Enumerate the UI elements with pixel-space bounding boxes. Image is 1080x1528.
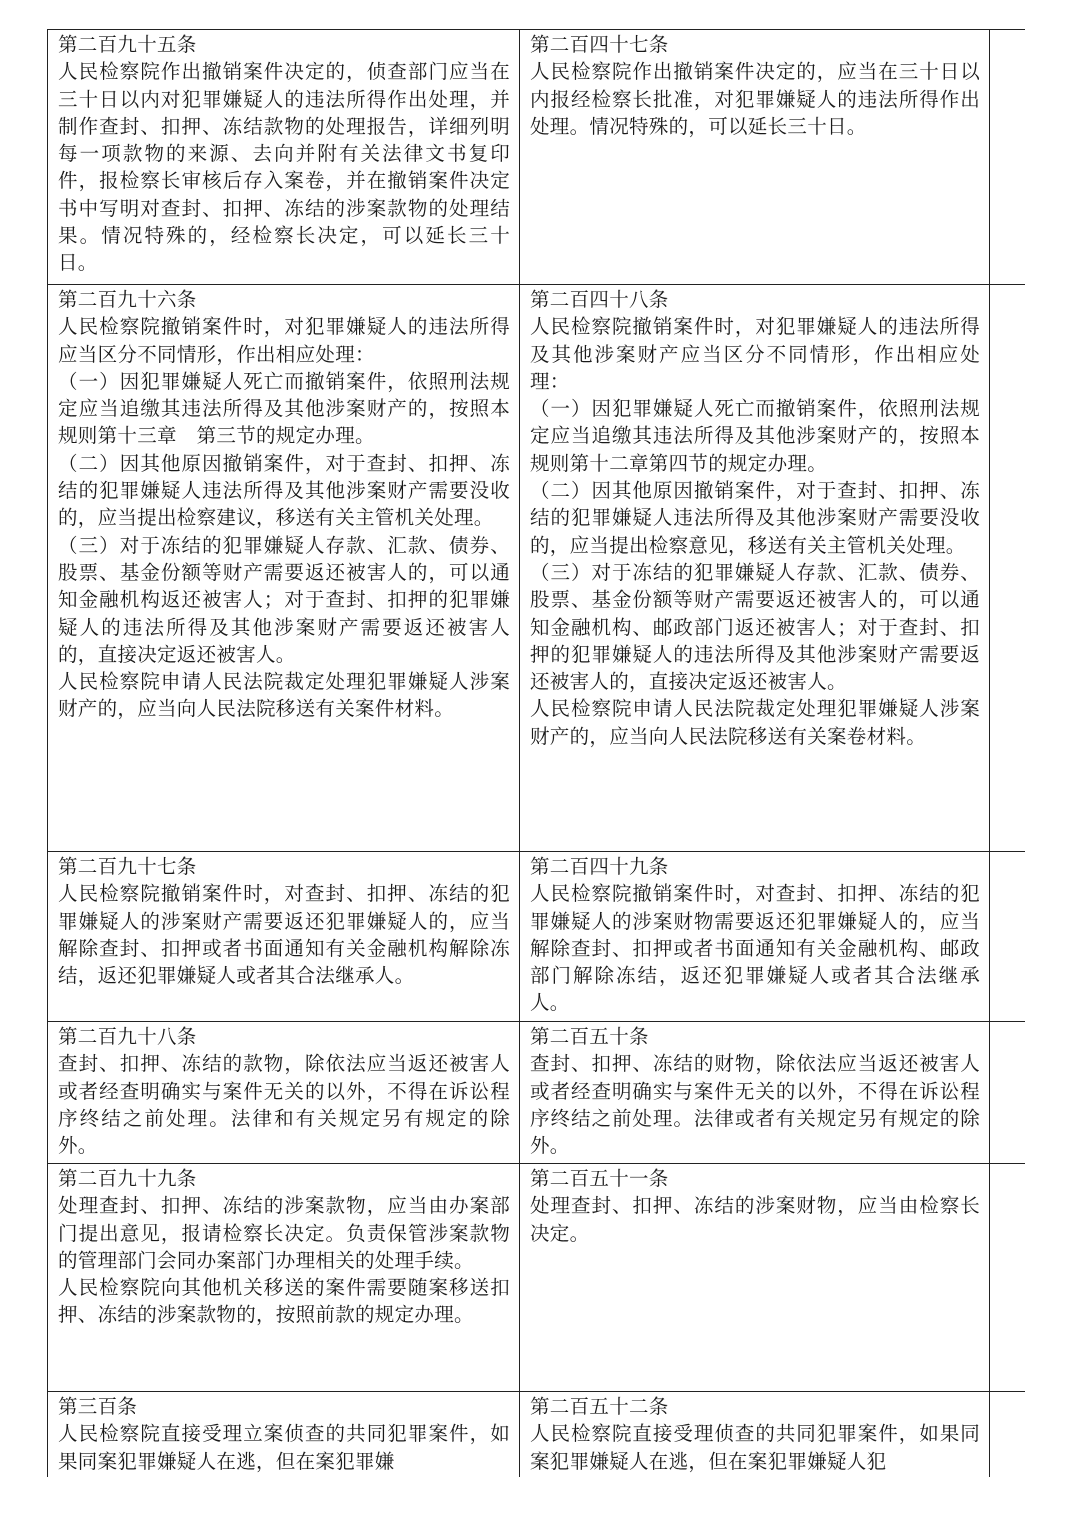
table-row	[48, 1392, 1026, 1478]
table-row	[48, 1022, 1026, 1164]
article-paragraph: （一）因犯罪嫌疑人死亡而撤销案件，依照刑法规定应当追缴其违法所得及其他涉案财产的，按照本规则第十三章 第三节的规定办理。	[58, 369, 510, 448]
article-paragraph: 查封、扣押、冻结的款物，除依法应当返还被害人或者经查明确实与案件无关的以外，不得在诉讼程序终结之前处理。法律和有关规定另有规定的除外。	[58, 1052, 510, 1158]
article-title: 第二百五十条	[530, 1025, 649, 1048]
article-paragraph: 人民检察院撤销案件时，对查封、扣押、冻结的犯罪嫌疑人的涉案财产需要返还犯罪嫌疑人的，应当解除查封、扣押或者书面通知有关金融机构解除冻结，返还犯罪嫌疑人或者其合法继承人。	[58, 882, 510, 988]
table-row	[48, 285, 1026, 852]
article-paragraph: （三）对于冻结的犯罪嫌疑人存款、汇款、债券、股票、基金份额等财产需要返还被害人的，可以通知金融机构返还被害人；对于查封、扣押的犯罪嫌疑人的违法所得及其他涉案财产需要返还被害人的，直接决定返还被害人。	[58, 533, 510, 666]
article-title: 第二百九十九条	[58, 1167, 197, 1190]
article-paragraph: 人民检察院申请人民法院裁定处理犯罪嫌疑人涉案财产的，应当向人民法院移送有关案卷材料。	[530, 697, 980, 748]
old-article-cell	[48, 1164, 520, 1392]
article-title: 第二百九十五条	[58, 33, 197, 56]
article-paragraph: 人民检察院向其他机关移送的案件需要随案移送扣押、冻结的涉案款物的，按照前款的规定办理。	[58, 1276, 510, 1327]
article-title: 第二百五十一条	[530, 1167, 669, 1190]
article-paragraph: （二）因其他原因撤销案件，对于查封、扣押、冻结的犯罪嫌疑人违法所得及其他涉案财产需要没收的，应当提出检察意见，移送有关主管机关处理。	[530, 479, 980, 557]
old-article-cell	[48, 30, 520, 285]
note-cell	[990, 852, 1026, 1022]
article-paragraph: 人民检察院直接受理立案侦查的共同犯罪案件，如果同案犯罪嫌疑人在逃，但在案犯罪嫌	[58, 1422, 510, 1473]
article-paragraph: 人民检察院作出撤销案件决定的，应当在三十日以内报经检察长批准，对犯罪嫌疑人的违法所得作出处理。情况特殊的，可以延长三十日。	[530, 60, 980, 138]
article-title: 第二百五十二条	[530, 1395, 669, 1418]
note-cell	[990, 1022, 1026, 1164]
old-article-cell	[48, 1022, 520, 1164]
table-row	[48, 1164, 1026, 1392]
article-title: 第二百九十七条	[58, 855, 197, 878]
article-title: 第二百九十六条	[58, 288, 197, 311]
article-title: 第三百条	[58, 1395, 138, 1418]
article-paragraph: 人民检察院撤销案件时，对犯罪嫌疑人的违法所得及其他涉案财产应当区分不同情形，作出相应处理：	[530, 315, 980, 393]
article-paragraph: （三）对于冻结的犯罪嫌疑人存款、汇款、债券、股票、基金份额等财产需要返还被害人的，可以通知金融机构、邮政部门返还被害人；对于查封、扣押的犯罪嫌疑人的违法所得及其他涉案财产需要返还被害人的，直接决定返还被害人。	[530, 560, 980, 694]
article-paragraph: 人民检察院直接受理侦查的共同犯罪案件，如果同案犯罪嫌疑人在逃，但在案犯罪嫌疑人犯	[530, 1422, 980, 1473]
article-paragraph: 人民检察院申请人民法院裁定处理犯罪嫌疑人涉案财产的，应当向人民法院移送有关案件材料。	[58, 670, 510, 721]
article-title: 第二百四十七条	[530, 33, 669, 56]
article-title: 第二百九十八条	[58, 1025, 197, 1048]
article-paragraph: 查封、扣押、冻结的财物，除依法应当返还被害人或者经查明确实与案件无关的以外，不得在诉讼程序终结之前处理。法律或者有关规定另有规定的除外。	[530, 1052, 980, 1158]
new-article-cell	[520, 1022, 990, 1164]
article-paragraph: 人民检察院撤销案件时，对犯罪嫌疑人的违法所得应当区分不同情形，作出相应处理：	[58, 315, 510, 366]
old-article-cell	[48, 1392, 520, 1478]
article-paragraph: （二）因其他原因撤销案件，对于查封、扣押、冻结的犯罪嫌疑人违法所得及其他涉案财产需要没收的，应当提出检察建议，移送有关主管机关处理。	[58, 451, 510, 530]
new-article-cell	[520, 852, 990, 1022]
note-cell	[990, 285, 1026, 852]
article-paragraph: 处理查封、扣押、冻结的涉案款物，应当由办案部门提出意见，报请检察长决定。负责保管涉案款物的管理部门会同办案部门办理相关的处理手续。	[58, 1194, 510, 1272]
old-article-cell	[48, 852, 520, 1022]
article-paragraph: 人民检察院撤销案件时，对查封、扣押、冻结的犯罪嫌疑人的涉案财物需要返还犯罪嫌疑人的，应当解除查封、扣押或者书面通知有关金融机构、邮政部门解除冻结，返还犯罪嫌疑人或者其合法继承人。	[530, 882, 980, 1015]
note-cell	[990, 1392, 1026, 1478]
note-cell	[990, 1164, 1026, 1392]
old-article-cell	[48, 285, 520, 852]
article-paragraph: 人民检察院作出撤销案件决定的，侦查部门应当在三十日以内对犯罪嫌疑人的违法所得作出处理，并制作查封、扣押、冻结款物的处理报告，详细列明每一项款物的来源、去向并附有关法律文书复印件，报检察长审核后存入案卷，并在撤销案件决定书中写明对查封、扣押、冻结的涉案款物的处理结果。情况特殊的，经检察长决定，可以延长三十日。	[58, 60, 510, 275]
article-paragraph: （一）因犯罪嫌疑人死亡而撤销案件，依照刑法规定应当追缴其违法所得及其他涉案财产的，按照本规则第十二章第四节的规定办理。	[530, 397, 980, 475]
new-article-cell	[520, 285, 990, 852]
article-paragraph: 处理查封、扣押、冻结的涉案财物，应当由检察长决定。	[530, 1194, 980, 1245]
new-article-cell	[520, 1392, 990, 1478]
new-article-cell	[520, 1164, 990, 1392]
table-row	[48, 30, 1026, 285]
article-comparison-table	[47, 29, 1025, 1477]
comparison-page	[47, 29, 1025, 1477]
note-cell	[990, 30, 1026, 285]
article-title: 第二百四十九条	[530, 855, 669, 878]
table-row	[48, 852, 1026, 1022]
article-title: 第二百四十八条	[530, 288, 669, 311]
new-article-cell	[520, 30, 990, 285]
